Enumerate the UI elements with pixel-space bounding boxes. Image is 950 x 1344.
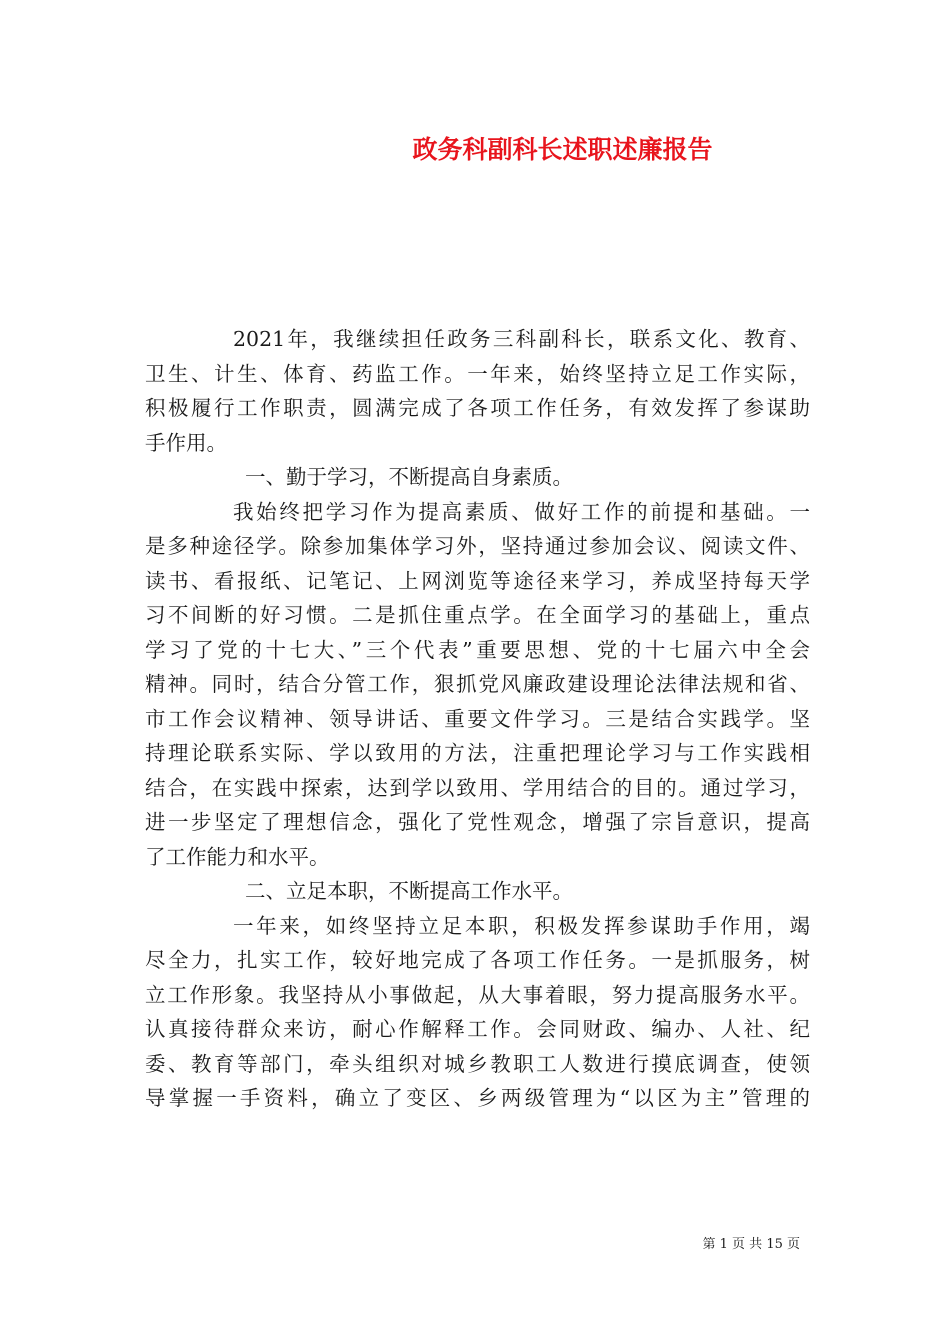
document-title: 政务科副科长述职述廉报告 bbox=[412, 135, 713, 164]
paragraph-line: 习不间断的好习惯。二是抓住重点学。在全面学习的基础上，重点 bbox=[145, 603, 810, 627]
paragraph-line: 手作用。 bbox=[145, 430, 227, 455]
paragraph-line: 一年来，如终坚持立足本职，积极发挥参谋助手作用，竭 bbox=[233, 913, 810, 938]
paragraph-line: 2021年，我继续担任政务三科副科长，联系文化、教育、 bbox=[233, 327, 810, 351]
paragraph-line: 认真接待群众来访，耐心作解释工作。会同财政、编办、人社、纪 bbox=[145, 1017, 810, 1041]
paragraph-line: 了工作能力和水平。 bbox=[145, 844, 330, 869]
paragraph-line: 导掌握一手资料，确立了变区、乡两级管理为“以区为主”管理的 bbox=[145, 1086, 810, 1110]
paragraph-line: 市工作会议精神、领导讲话、重要文件学习。三是结合实践学。坚 bbox=[145, 706, 810, 731]
paragraph-line: 立工作形象。我坚持从小事做起，从大事着眼，努力提高服务水平。 bbox=[145, 982, 810, 1007]
paragraph-line: 卫生、计生、体育、药监工作。一年来，始终坚持立足工作实际， bbox=[145, 361, 810, 386]
section-heading-1: 一、勤于学习，不断提高自身素质。 bbox=[245, 465, 573, 489]
paragraph-line: 尽全力，扎实工作，较好地完成了各项工作任务。一是抓服务，树 bbox=[145, 948, 810, 972]
section-heading-2: 二、立足本职，不断提高工作水平。 bbox=[245, 879, 573, 903]
paragraph-line: 精神。同时，结合分管工作，狠抓党风廉政建设理论法律法规和省、 bbox=[145, 672, 810, 696]
paragraph-line: 持理论联系实际、学以致用的方法，注重把理论学习与工作实践相 bbox=[145, 741, 810, 765]
paragraph-line: 读书、看报纸、记笔记、上网浏览等途径来学习，养成坚持每天学 bbox=[145, 568, 810, 593]
paragraph-line: 委、教育等部门，牵头组织对城乡教职工人数进行摸底调查，使领 bbox=[145, 1051, 810, 1076]
paragraph-line: 学习了党的十七大、”三个代表”重要思想、党的十七届六中全会 bbox=[145, 637, 810, 662]
paragraph-line: 是多种途径学。除参加集体学习外，坚持通过参加会议、阅读文件、 bbox=[145, 534, 810, 558]
paragraph-line: 积极履行工作职责，圆满完成了各项工作任务，有效发挥了参谋助 bbox=[145, 396, 810, 420]
page-number-footer: 第 1 页 共 15 页 bbox=[702, 1237, 800, 1252]
document-body bbox=[145, 322, 810, 1116]
paragraph-line: 进一步坚定了理想信念，强化了党性观念，增强了宗旨意识，提高 bbox=[145, 810, 810, 834]
paragraph-line: 我始终把学习作为提高素质、做好工作的前提和基础。一 bbox=[233, 499, 810, 524]
paragraph-line: 结合，在实践中探索，达到学以致用、学用结合的目的。通过学习， bbox=[145, 775, 810, 800]
